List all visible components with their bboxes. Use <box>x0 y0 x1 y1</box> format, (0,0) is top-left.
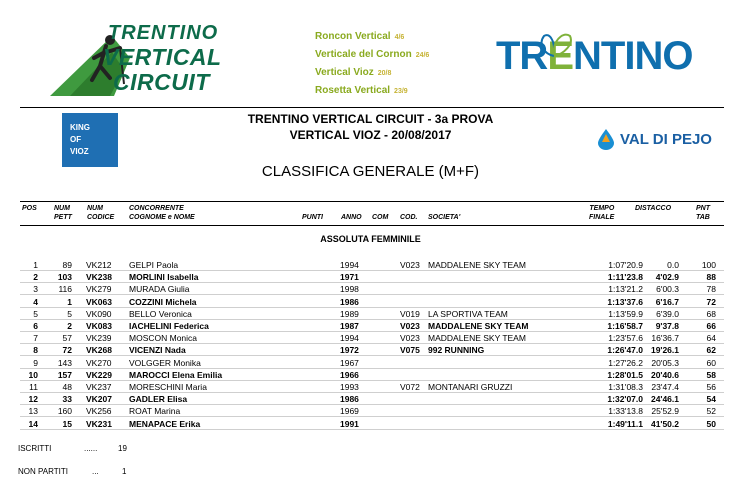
cell-pos: 11 <box>29 382 38 392</box>
table-row <box>20 382 724 393</box>
col-num-codice: NUM CODICE <box>87 205 115 221</box>
cell-pnt: 56 <box>706 382 716 392</box>
cell-cod: V072 <box>400 382 420 392</box>
cell-pett: 160 <box>57 406 72 417</box>
cell-codice: VK268 <box>86 345 112 356</box>
cell-pett: 89 <box>62 260 72 270</box>
cell-anno: 1967 <box>340 357 359 368</box>
cell-anno: 1989 <box>340 308 359 319</box>
cell-pos: 4 <box>33 296 38 307</box>
col-societa: SOCIETA' <box>428 214 461 221</box>
cell-tempo: 1:31'08.3 <box>608 382 643 392</box>
cell-codice: VK239 <box>86 333 112 344</box>
cell-distacco: 41'50.2 <box>650 418 679 429</box>
header-divider <box>20 107 724 108</box>
cell-pos: 12 <box>28 394 38 405</box>
row-divider <box>20 404 724 405</box>
cell-pnt: 52 <box>706 406 716 417</box>
col-cod: COD. <box>400 214 418 221</box>
cell-pnt: 62 <box>706 345 716 356</box>
cell-nome: MAROCCI Elena Emilia <box>129 369 223 380</box>
cell-pett: 143 <box>57 357 72 368</box>
cell-tempo: 1:33'13.8 <box>608 406 643 417</box>
cell-anno: 1969 <box>340 406 359 417</box>
cell-tempo: 1:32'07.0 <box>607 394 643 405</box>
val-di-pejo-logo: VAL DI PEJO <box>596 128 712 150</box>
cell-anno: 1966 <box>340 369 359 380</box>
cell-distacco: 24'46.1 <box>650 394 679 405</box>
race-item: Vertical Vioz 20/8 <box>315 67 392 78</box>
cell-codice: VK212 <box>86 260 112 270</box>
cell-pett: 157 <box>57 369 72 380</box>
cell-nome: GADLER Elisa <box>129 394 188 405</box>
cell-tempo: 1:27'26.2 <box>608 357 643 368</box>
cell-nome: MOSCON Monica <box>129 333 198 344</box>
cell-pos: 1 <box>33 260 38 270</box>
cell-nome: MORLINI Isabella <box>129 272 199 283</box>
cell-nome: MENAPACE Erika <box>129 418 201 429</box>
cell-codice: VK231 <box>86 418 112 429</box>
col-punti: PUNTI <box>302 214 323 221</box>
row-divider <box>20 270 724 271</box>
cell-societa: MADDALENE SKY TEAM <box>428 333 526 344</box>
cell-nome: ROAT Marina <box>129 406 181 417</box>
cell-tempo: 1:07'20.9 <box>608 260 643 270</box>
cell-anno: 1972 <box>340 345 359 356</box>
cell-anno: 1986 <box>340 296 359 307</box>
cell-cod: V023 <box>400 260 420 270</box>
cell-codice: VK270 <box>86 357 112 368</box>
cell-anno: 1986 <box>340 394 359 405</box>
cell-anno: 1994 <box>340 260 359 270</box>
col-anno: ANNO <box>341 214 362 221</box>
cell-distacco: 6'16.7 <box>655 296 679 307</box>
cell-pett: 15 <box>62 418 72 429</box>
cell-pos: 5 <box>33 308 38 319</box>
cell-anno: 1971 <box>340 272 359 283</box>
cell-societa: MONTANARI GRUZZI <box>428 382 513 392</box>
cell-codice: VK083 <box>86 321 112 331</box>
row-divider <box>20 294 724 295</box>
classification-title: CLASSIFICA GENERALE (M+F) <box>261 163 480 180</box>
cell-pos: 13 <box>28 406 38 417</box>
row-divider <box>20 331 724 332</box>
cell-pos: 7 <box>33 333 38 344</box>
cell-cod: V023 <box>400 333 420 344</box>
non-partiti-summary: NON PARTITI ... 1 <box>18 467 127 476</box>
cell-pnt: 66 <box>706 321 716 331</box>
cell-nome: VICENZI Nada <box>129 345 186 356</box>
cell-distacco: 19'26.1 <box>650 345 679 356</box>
circuit-logo-line2: VERTICAL <box>103 44 222 70</box>
water-drop-icon <box>596 128 616 150</box>
table-header-rule <box>20 201 724 202</box>
row-divider <box>20 282 724 283</box>
col-com: COM <box>372 214 389 221</box>
row-divider <box>20 416 724 417</box>
race-item: Roncon Vertical 4/6 <box>315 31 405 42</box>
cell-pett: 116 <box>58 284 72 295</box>
cell-distacco: 6'39.0 <box>656 308 679 319</box>
row-divider <box>20 429 724 430</box>
cell-pos: 6 <box>33 321 38 331</box>
cell-pnt: 72 <box>706 296 716 307</box>
row-divider <box>20 319 724 320</box>
circuit-logo-line3: CIRCUIT <box>113 69 210 95</box>
cell-tempo: 1:13'37.6 <box>607 296 643 307</box>
table-row <box>20 333 724 344</box>
cell-nome: IACHELINI Federica <box>129 321 209 331</box>
row-divider <box>20 355 724 356</box>
cell-cod: V023 <box>400 321 420 331</box>
cell-anno: 1993 <box>340 382 359 392</box>
table-row <box>20 370 724 381</box>
butterfly-icon <box>534 30 574 60</box>
cell-distacco: 16'36.7 <box>651 333 679 344</box>
page-subtitle: VERTICAL VIOZ - 20/08/2017 <box>289 128 452 142</box>
cell-pnt: 54 <box>706 394 716 405</box>
table-row <box>20 419 724 430</box>
cell-societa: 992 RUNNING <box>428 345 485 356</box>
cell-pnt: 64 <box>706 333 716 344</box>
cell-tempo: 1:16'58.7 <box>607 321 643 331</box>
col-pnt: PNT TAB <box>696 205 710 221</box>
cell-distacco: 0.0 <box>667 260 679 270</box>
cell-pos: 14 <box>28 418 38 429</box>
cell-pett: 57 <box>62 333 72 344</box>
col-tempo: TEMPO FINALE <box>589 205 615 221</box>
table-row <box>20 321 724 332</box>
cell-pos: 9 <box>33 357 38 368</box>
cell-pnt: 60 <box>706 357 716 368</box>
cell-nome: MORESCHINI Maria <box>129 382 207 392</box>
table-row <box>20 309 724 320</box>
cell-cod: V019 <box>400 308 420 319</box>
cell-anno: 1994 <box>340 333 359 344</box>
cell-codice: VK279 <box>86 284 112 295</box>
cell-anno: 1991 <box>340 418 359 429</box>
cell-nome: BELLO Veronica <box>129 308 192 319</box>
king-of-vioz-logo: KING OF VIOZ <box>62 113 118 167</box>
cell-codice: VK207 <box>86 394 112 405</box>
race-item: Rosetta Vertical 23/9 <box>315 85 408 96</box>
iscritti-summary: ISCRITTI ...... 19 <box>18 444 127 453</box>
table-row <box>20 394 724 405</box>
cell-tempo: 1:26'47.0 <box>607 345 643 356</box>
page-title: TRENTINO VERTICAL CIRCUIT - 3a PROVA <box>247 112 494 126</box>
cell-codice: VK256 <box>86 406 112 417</box>
cell-pett: 33 <box>62 394 72 405</box>
cell-cod: V075 <box>400 345 420 356</box>
cell-anno: 1987 <box>340 321 359 331</box>
cell-pett: 5 <box>67 308 72 319</box>
cell-distacco: 20'05.3 <box>651 357 679 368</box>
cell-societa: MADDALENE SKY TEAM <box>428 260 526 270</box>
cell-codice: VK237 <box>86 382 112 392</box>
cell-tempo: 1:13'21.2 <box>608 284 643 295</box>
cell-pnt: 68 <box>706 308 716 319</box>
cell-codice: VK063 <box>86 296 112 307</box>
table-row <box>20 406 724 417</box>
cell-pos: 2 <box>33 272 38 283</box>
table-row <box>20 284 724 295</box>
cell-distacco: 23'47.4 <box>651 382 679 392</box>
cell-pett: 72 <box>62 345 72 356</box>
cell-nome: GELPI Paola <box>129 260 179 270</box>
table-header-rule-bottom <box>20 225 724 226</box>
cell-pos: 3 <box>33 284 38 295</box>
cell-pnt: 100 <box>701 260 716 270</box>
row-divider <box>20 380 724 381</box>
table-row <box>20 345 724 356</box>
col-distacco: DISTACCO <box>635 205 672 212</box>
cell-tempo: 1:13'59.9 <box>608 308 643 319</box>
cell-tempo: 1:49'11.1 <box>607 418 643 429</box>
cell-pnt: 58 <box>706 369 716 380</box>
table-row <box>20 272 724 283</box>
trentino-logo: TRENTINO <box>496 34 693 78</box>
cell-pnt: 50 <box>706 418 716 429</box>
cell-nome: MURADA Giulia <box>129 284 190 295</box>
cell-societa: LA SPORTIVA TEAM <box>428 308 508 319</box>
row-divider <box>20 368 724 369</box>
cell-distacco: 6'00.3 <box>656 284 679 295</box>
table-row <box>20 297 724 308</box>
cell-tempo: 1:23'57.6 <box>608 333 643 344</box>
col-concorrente: CONCORRENTE COGNOME e NOME <box>129 205 195 221</box>
cell-codice: VK229 <box>86 369 112 380</box>
col-pos: POS <box>22 205 37 212</box>
cell-codice: VK090 <box>86 308 112 319</box>
cell-distacco: 9'37.8 <box>655 321 679 331</box>
table-row <box>20 260 724 271</box>
row-divider <box>20 392 724 393</box>
cell-pos: 8 <box>33 345 38 356</box>
cell-pnt: 88 <box>706 272 716 283</box>
row-divider <box>20 343 724 344</box>
cell-pett: 103 <box>57 272 72 283</box>
cell-pnt: 78 <box>706 284 716 295</box>
cell-distacco: 20'40.6 <box>650 369 679 380</box>
cell-pett: 48 <box>62 382 72 392</box>
section-title: ASSOLUTA FEMMINILE <box>320 234 421 244</box>
cell-pett: 2 <box>67 321 72 331</box>
cell-tempo: 1:28'01.5 <box>607 369 643 380</box>
cell-anno: 1998 <box>340 284 359 295</box>
row-divider <box>20 307 724 308</box>
cell-distacco: 4'02.9 <box>655 272 679 283</box>
table-row <box>20 358 724 369</box>
cell-codice: VK238 <box>86 272 112 283</box>
cell-nome: VOLGGER Monika <box>129 357 201 368</box>
cell-pett: 1 <box>67 296 72 307</box>
cell-pos: 10 <box>28 369 38 380</box>
race-item: Verticale del Cornon 24/6 <box>315 49 430 60</box>
cell-nome: COZZINI Michela <box>129 296 197 307</box>
col-num-pett: NUM PETT <box>54 205 72 221</box>
cell-distacco: 25'52.9 <box>651 406 679 417</box>
circuit-logo-line1: TRENTINO <box>108 22 219 44</box>
cell-tempo: 1:11'23.8 <box>607 272 643 283</box>
cell-societa: MADDALENE SKY TEAM <box>428 321 529 331</box>
